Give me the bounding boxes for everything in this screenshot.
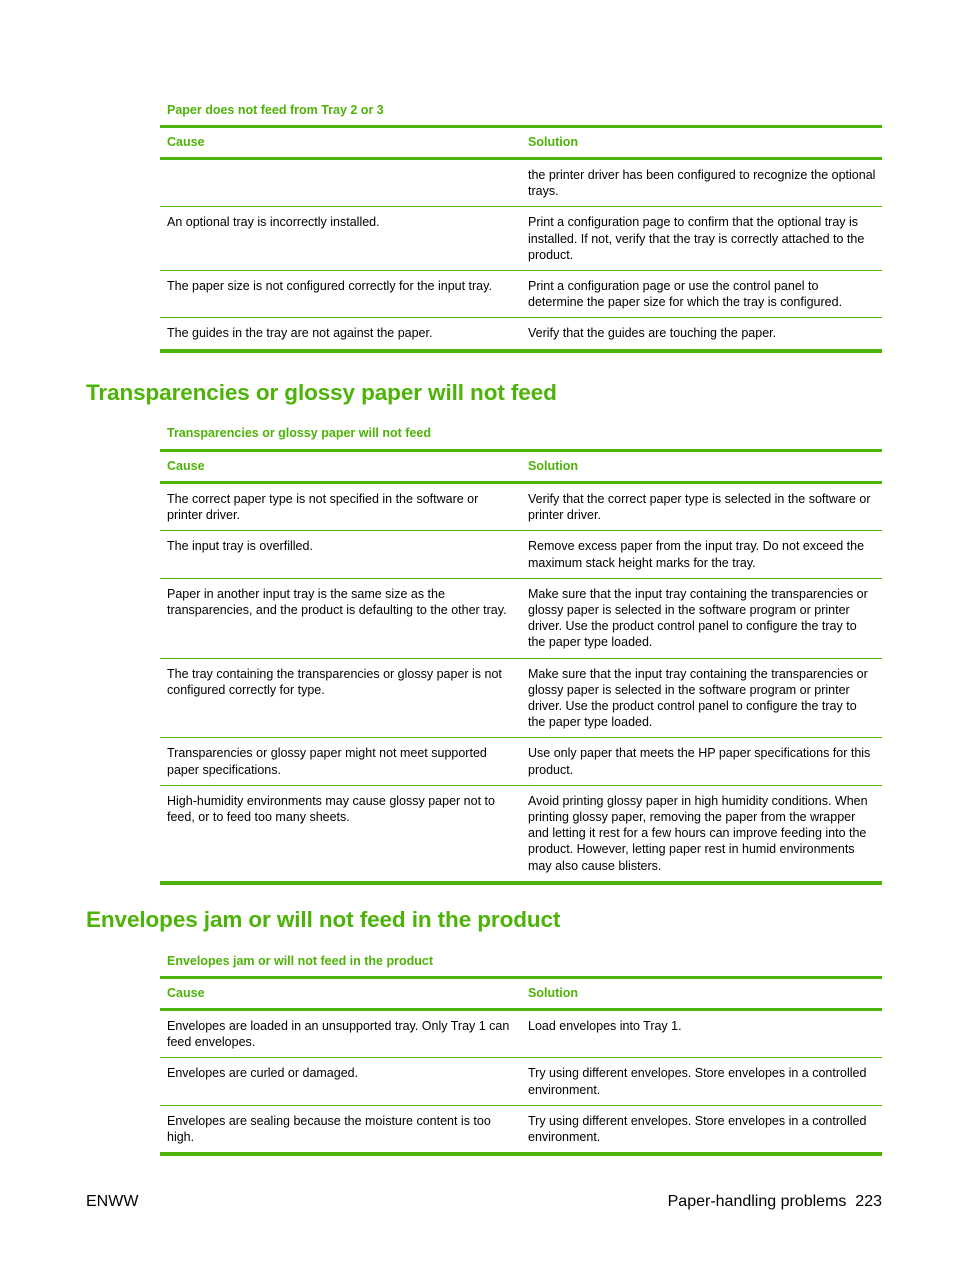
solution-cell: Verify that the guides are touching the paper. [521, 318, 882, 351]
section-heading-transparencies: Transparencies or glossy paper will not feed [86, 380, 557, 405]
table-caption: Transparencies or glossy paper will not feed [167, 426, 431, 440]
solution-cell: Load envelopes into Tray 1. [521, 1010, 882, 1058]
table-row [160, 1105, 882, 1154]
table-row [160, 785, 882, 883]
table-row [160, 531, 882, 578]
table-caption: Envelopes jam or will not feed in the product [167, 954, 434, 968]
column-header-solution: Solution [528, 986, 578, 1000]
table-row [160, 271, 882, 318]
table-header-row [160, 978, 882, 1010]
column-header-solution: Solution [528, 135, 578, 149]
cause-cell: The input tray is overfilled. [160, 531, 521, 578]
table-caption: Paper does not feed from Tray 2 or 3 [167, 103, 384, 117]
solution-cell: Verify that the correct paper type is selected in the software or printer driver. [521, 483, 882, 531]
cause-cell: The guides in the tray are not against the paper. [160, 318, 521, 351]
column-header-cause: Cause [167, 986, 205, 1000]
solution-cell: Make sure that the input tray containing the transparencies or glossy paper is selected in the software program or printer driver. Use the product control panel to configure the tray to the paper type loaded. [521, 578, 882, 658]
table-header-row [160, 127, 882, 159]
cause-cell: The paper size is not configured correctly for the input tray. [160, 271, 521, 318]
footer-left-label: ENWW [86, 1193, 139, 1210]
footer-section-title: Paper-handling problems [667, 1193, 847, 1210]
solution-cell: Avoid printing glossy paper in high humidity conditions. When printing glossy paper, removing the paper from the wrapper and letting it rest for a few hours can improve feeding into the product. However, letting paper rest in humid environments may also cause blisters. [521, 785, 882, 883]
section-heading-envelopes: Envelopes jam or will not feed in the product [86, 907, 561, 932]
solution-cell: Make sure that the input tray containing the transparencies or glossy paper is selected in the software program or printer driver. Use the product control panel to configure the tray to the paper type loaded. [521, 658, 882, 738]
table-transparencies [160, 449, 882, 885]
table-row [160, 318, 882, 351]
cause-cell [160, 159, 521, 207]
table-row [160, 483, 882, 531]
cause-cell: Envelopes are sealing because the moisture content is too high. [160, 1105, 521, 1154]
table-header-row [160, 451, 882, 483]
cause-cell: High-humidity environments may cause glossy paper not to feed, or to feed too many sheets. [160, 785, 521, 883]
cause-cell: Transparencies or glossy paper might not meet supported paper specifications. [160, 738, 521, 785]
solution-cell: Print a configuration page or use the control panel to determine the paper size for which the tray is configured. [521, 271, 882, 318]
page-number: 223 [855, 1193, 882, 1210]
solution-cell: Remove excess paper from the input tray. Do not exceed the maximum stack height marks for the tray. [521, 531, 882, 578]
cause-cell: Paper in another input tray is the same size as the transparencies, and the product is defaulting to the other tray. [160, 578, 521, 658]
table-row [160, 159, 882, 207]
solution-cell: Try using different envelopes. Store envelopes in a controlled environment. [521, 1105, 882, 1154]
table-paper-tray-2-3 [160, 125, 882, 353]
table-row [160, 738, 882, 785]
solution-cell: Use only paper that meets the HP paper specifications for this product. [521, 738, 882, 785]
column-header-cause: Cause [167, 135, 205, 149]
cause-cell: Envelopes are loaded in an unsupported tray. Only Tray 1 can feed envelopes. [160, 1010, 521, 1058]
cause-cell: The tray containing the transparencies or glossy paper is not configured correctly for type. [160, 658, 521, 738]
column-header-solution: Solution [528, 459, 578, 473]
table-row [160, 578, 882, 658]
solution-cell: the printer driver has been configured to recognize the optional trays. [521, 159, 882, 207]
solution-cell: Print a configuration page to confirm that the optional tray is installed. If not, verify that the tray is correctly attached to the product. [521, 207, 882, 271]
table-row [160, 1058, 882, 1105]
table-envelopes [160, 976, 882, 1156]
table-row [160, 1010, 882, 1058]
column-header-cause: Cause [167, 459, 205, 473]
footer-right [668, 1193, 882, 1211]
solution-cell: Try using different envelopes. Store envelopes in a controlled environment. [521, 1058, 882, 1105]
cause-cell: An optional tray is incorrectly installed. [160, 207, 521, 271]
table-row [160, 207, 882, 271]
cause-cell: Envelopes are curled or damaged. [160, 1058, 521, 1105]
table-row [160, 658, 882, 738]
cause-cell: The correct paper type is not specified in the software or printer driver. [160, 483, 521, 531]
